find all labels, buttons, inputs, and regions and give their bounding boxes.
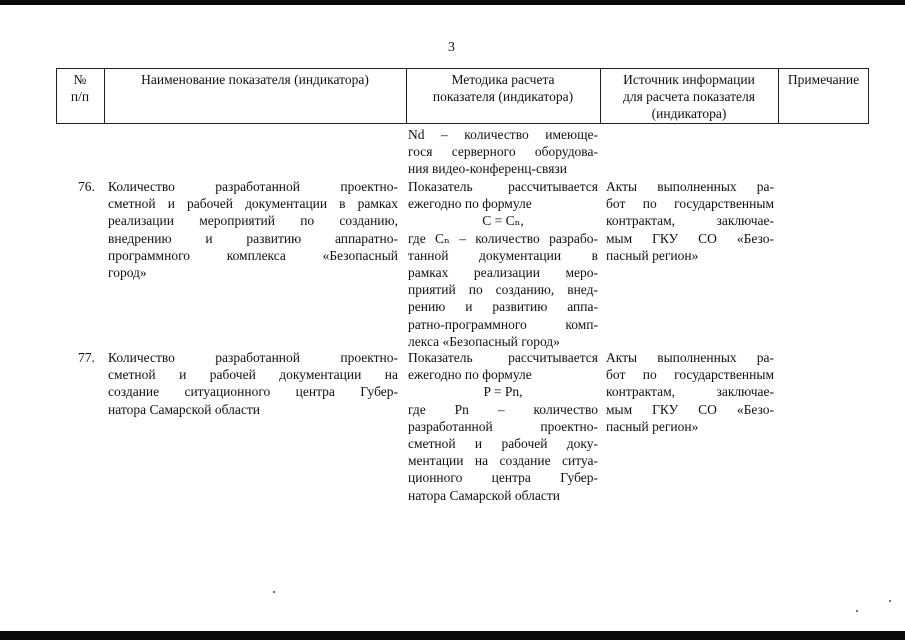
indicator-name-cell: Количество разработанной проектно- сметной и рабочей документации на создание ситуационного центра Губер- натора Самарской области bbox=[108, 350, 398, 417]
scan-edge-bottom bbox=[0, 631, 905, 640]
information-source-cell: Акты выполненных ра- бот по государственным контрактам, заключае- мым ГКУ СО «Безо- пасный регион» bbox=[606, 179, 774, 263]
scan-edge-top bbox=[0, 0, 905, 5]
scan-speck bbox=[889, 600, 891, 602]
header-calculation-method: Методика расчета показателя (индикатора) bbox=[432, 72, 574, 105]
indicator-table bbox=[56, 68, 869, 503]
scan-speck bbox=[273, 591, 275, 593]
indicator-name-cell: Количество разработанной проектно- сметной и рабочей документации в рамках реализации мероприятий по созданию, внедрению и развитию аппаратно- программного комплекса «Безопасный город» bbox=[108, 179, 398, 281]
row-number: 77. bbox=[78, 350, 95, 365]
table-header bbox=[56, 68, 869, 124]
information-source-cell: Акты выполненных ра- бот по государственным контрактам, заключае- мым ГКУ СО «Безо- пасный регион» bbox=[606, 350, 774, 434]
continuation-method-cell: Nd – количество имеюще- гося серверного оборудова- ния видео-конференц-связи bbox=[408, 127, 598, 177]
page-number: 3 bbox=[448, 40, 455, 55]
header-information-source: Источник информации для расчета показателя (индикатора) bbox=[622, 72, 755, 122]
header-note: Примечание bbox=[787, 72, 860, 87]
calculation-method-cell: Показатель рассчитывается ежегодно по формуле C = Cₙ, где Cₙ – количество разрабо- танной документации в рамках реализации меро- приятий по созданию, внед- рению и развитию аппа- ратно-программного комп- лекса «Безопасный город» bbox=[408, 179, 598, 349]
calculation-method-cell: Показатель рассчитывается ежегодно по формуле P = Pn, где Pn – количество разработанной проектно- сметной и рабочей доку- ментации на создание ситуа- ционного центра Губер- натора Самарской области bbox=[408, 350, 598, 503]
row-number: 76. bbox=[78, 179, 95, 194]
scan-speck bbox=[856, 610, 858, 612]
header-number: № п/п bbox=[70, 72, 90, 105]
header-indicator-name: Наименование показателя (индикатора) bbox=[141, 72, 369, 87]
